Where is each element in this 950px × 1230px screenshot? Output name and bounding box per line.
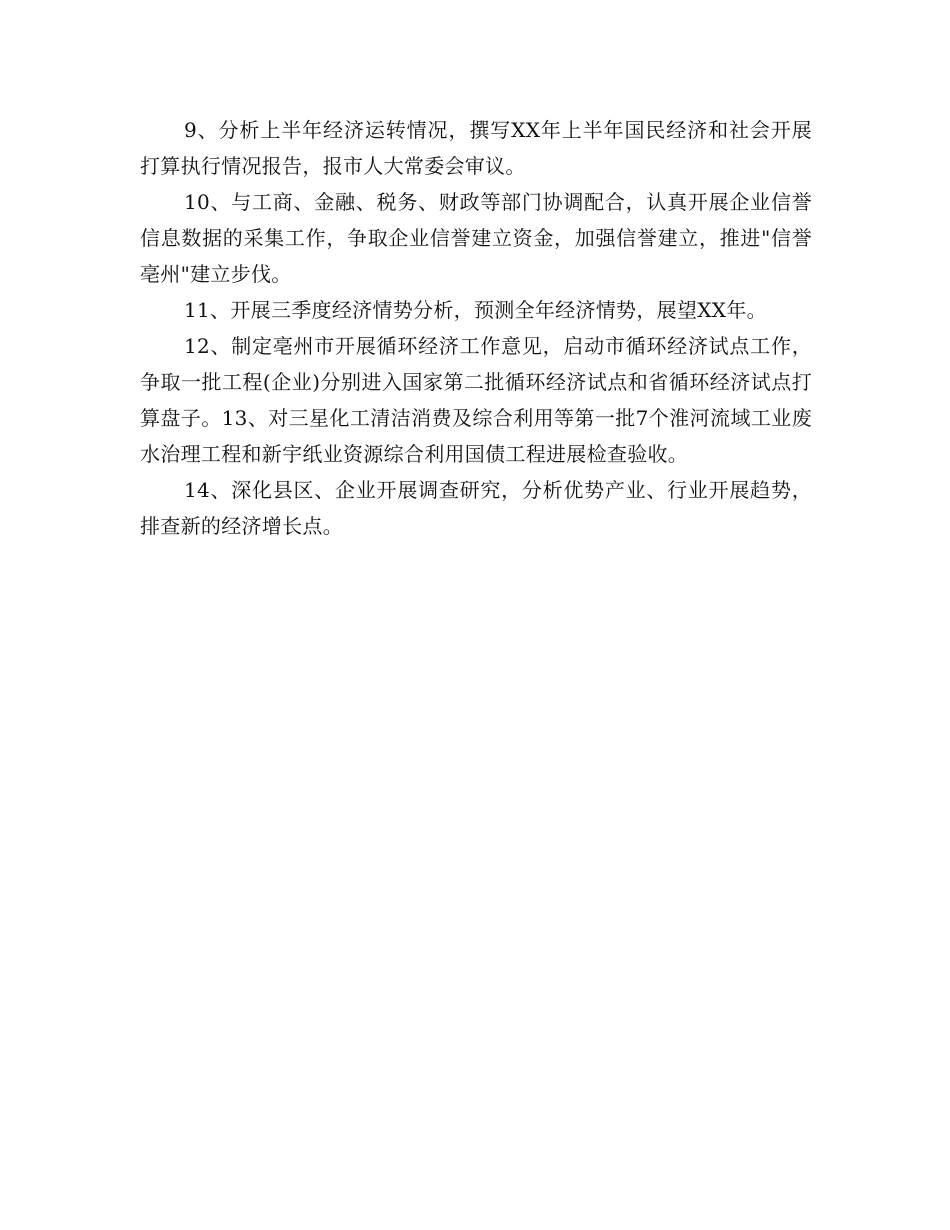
paragraph-item-10: 10、与工商、金融、税务、财政等部门协调配合，认真开展企业信誉信息数据的采集工作，争取企业信誉建立资金，加强信誉建立，推进"信誉亳州"建立步伐。 xyxy=(140,190,812,286)
paragraph-item-12-13: 12、制定亳州市开展循环经济工作意见，启动市循环经济试点工作，争取一批工程(企业)分别进入国家第二批循环经济试点和省循环经济试点打算盘子。13、对三星化工清洁消费及综合利用等第一批7个淮河流域工业废水治理工程和新宇纸业资源综合利用国债工程进展检查验收。 xyxy=(140,334,812,466)
paragraph-item-9: 9、分析上半年经济运转情况，撰写XX年上半年国民经济和社会开展打算执行情况报告，报市人大常委会审议。 xyxy=(140,118,812,178)
document-body xyxy=(140,112,812,544)
paragraph-item-14: 14、深化县区、企业开展调查研究，分析优势产业、行业开展趋势，排查新的经济增长点。 xyxy=(140,478,812,538)
paragraph-item-11: 11、开展三季度经济情势分析，预测全年经济情势，展望XX年。 xyxy=(184,298,767,322)
